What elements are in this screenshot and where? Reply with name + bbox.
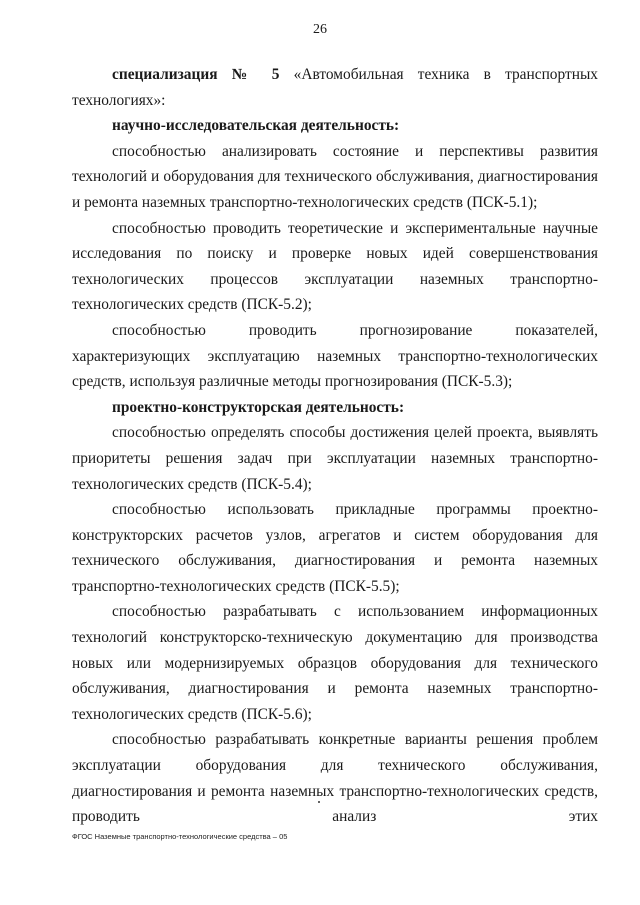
competence-psk-5-6: способностью разрабатывать с использованием информационных технологий конструкторско-техническую документацию для производства новых или модернизируемых образцов оборудования для технического обслуживания, диагностирования и ремонта наземных транспортно-технологических средств (ПСК-5.6); [72, 603, 598, 723]
competence-continued: способностью разрабатывать конкретные варианты решения проблем эксплуатации оборудования для технического обслуживания, диагностирования и ремонта наземных транспортно-технологических средств, проводить анализ этих [72, 731, 598, 826]
page-footer: ФГОС Наземные транспортно-технологические средства – 05 [72, 832, 288, 841]
competence-psk-5-1: способностью анализировать состояние и перспективы развития технологий и оборудования для технического обслуживания, диагностирования и ремонта наземных транспортно-технологических средств (ПСК-5.1); [72, 142, 598, 211]
scan-speck [318, 801, 320, 803]
competence-psk-5-2: способностью проводить теоретические и экспериментальные научные исследования по поиску и проверке новых идей совершенствования технологических процессов эксплуатации наземных транспортно-технологических средств (ПСК-5.2); [72, 219, 598, 314]
section-heading-research: научно-исследовательская деятельность: [112, 117, 400, 135]
specialization-line [72, 62, 598, 113]
competence-psk-5-3: способностью проводить прогнозирование показателей, характеризующих эксплуатацию наземных транспортно-технологических средств, используя различные методы прогнозирования (ПСК-5.3); [72, 321, 598, 391]
competence-psk-5-4: способностью определять способы достижения целей проекта, выявлять приоритеты решения задач при эксплуатации наземных транспортно-технологических средств (ПСК-5.4); [72, 424, 598, 493]
specialization-label: специализация № 5 [112, 66, 280, 83]
competence-psk-5-5: способностью использовать прикладные программы проектно-конструкторских расчетов узлов, агрегатов и систем оборудования для технического обслуживания, диагностирования и ремонта наземных транспортно-технологических средств (ПСК-5.5); [72, 501, 598, 595]
page-number: 26 [313, 22, 327, 37]
specialization-title: «Автомобильная техника в транспортных технологиях»: [72, 66, 598, 109]
document-body [72, 62, 598, 830]
section-heading-design: проектно-конструкторская деятельность: [112, 398, 405, 416]
